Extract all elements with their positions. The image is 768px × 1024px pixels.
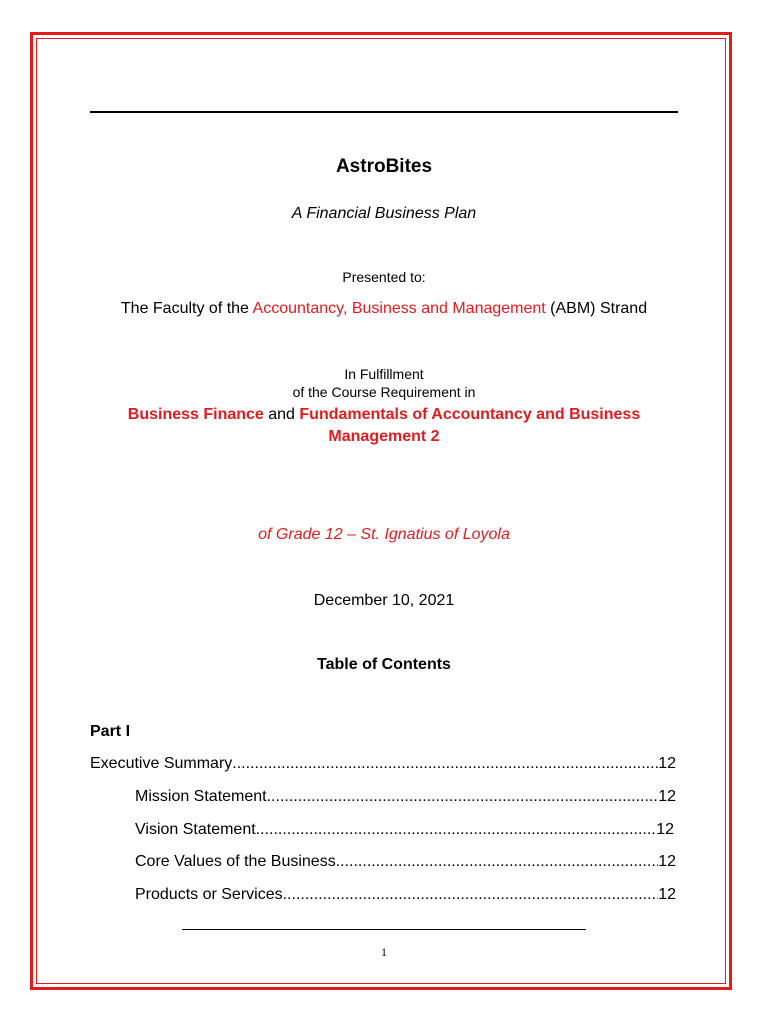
footer-rule [182,929,586,930]
header-rule [90,111,678,113]
course-fabm2: Fundamentals of Accountancy and Business Management 2 [299,406,641,445]
toc-leader-dots [336,853,659,871]
toc-entry-label: Executive Summary [90,755,233,772]
toc-entry-page: 12 [658,788,676,805]
toc-leader-dots [267,788,659,806]
course-names [80,404,688,448]
grade-section: of Grade 12 – St. Ignatius of Loyola [258,526,510,543]
toc-leader-dots [232,755,658,773]
presented-to-label: Presented to: [342,269,426,285]
toc-entry-page: 12 [656,821,674,838]
fulfillment-line-1: In Fulfillment [344,366,424,382]
faculty-line [60,300,708,318]
document-title: AstroBites [335,156,433,177]
toc-entry [135,788,676,806]
toc-entry [135,853,676,871]
strand-name: Accountancy, Business and Management [252,300,546,317]
toc-entry-label: Vision Statement [135,821,256,838]
fulfillment-text [90,365,678,401]
toc-entry-label: Products or Services [135,886,283,903]
toc-entry-page: 12 [658,755,676,772]
faculty-suffix: (ABM) Strand [545,300,648,317]
page-border-inner [36,38,726,984]
toc-title: Table of Contents [317,656,451,673]
course-joiner: and [263,406,300,423]
toc-entry-label: Core Values of the Business [135,853,336,870]
toc-entry-label: Mission Statement [135,788,267,805]
toc-entry-page: 12 [658,886,676,903]
fulfillment-line-2: of the Course Requirement in [292,384,476,400]
toc-entry-page: 12 [658,853,676,870]
faculty-prefix: The Faculty of the [120,300,253,317]
page-number: 1 [381,945,387,959]
toc-entry [135,886,676,904]
toc-entry [90,755,676,773]
toc-leader-dots [283,886,659,904]
course-business-finance: Business Finance [127,406,264,423]
document-subtitle: A Financial Business Plan [291,205,477,222]
toc-leader-dots [256,821,657,839]
document-date: December 10, 2021 [313,592,455,609]
toc-part-label: Part I [90,723,131,740]
toc-entry [135,821,674,839]
